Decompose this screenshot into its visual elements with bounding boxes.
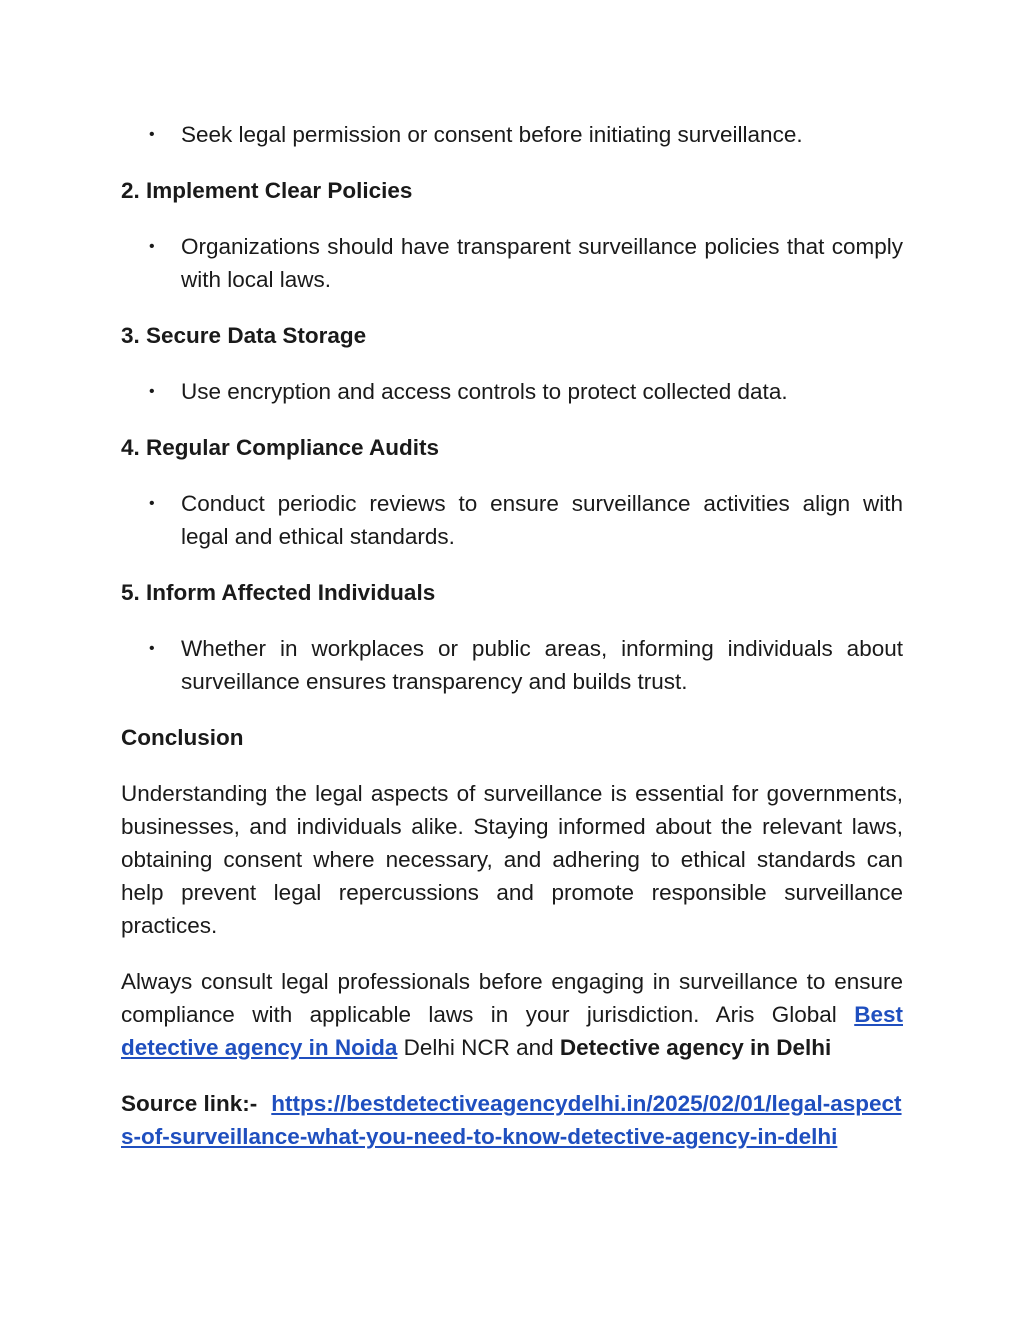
bullet-text: Conduct periodic reviews to ensure surveillance activities align with legal and ethical standards. bbox=[181, 491, 903, 549]
delhi-ncr-text: Delhi NCR and bbox=[397, 1035, 560, 1060]
section-heading: 4. Regular Compliance Audits bbox=[121, 435, 439, 460]
bullet-text: Seek legal permission or consent before initiating surveillance. bbox=[181, 122, 803, 147]
bullet-item bbox=[121, 118, 903, 151]
bullet-dot-icon: • bbox=[149, 495, 155, 512]
section-heading: 3. Secure Data Storage bbox=[121, 323, 367, 348]
bullet-item bbox=[121, 375, 903, 408]
consult-paragraph bbox=[121, 965, 903, 1064]
document-page bbox=[121, 118, 903, 1153]
source-line bbox=[121, 1087, 903, 1153]
source-link[interactable]: https://bestdetectiveagencydelhi.in/2025/02/01/legal-aspects-of-surveillance-what-you-need-to-know-detective-agency-in-delhi bbox=[121, 1091, 902, 1149]
conclusion-paragraph: Understanding the legal aspects of surveillance is essential for governments, businesses, and individuals alike. Staying informed about the relevant laws, obtaining consent where necessary, and adhering to ethical standards can help prevent legal repercussions and promote responsible surveillance practices. bbox=[121, 781, 903, 938]
bullet-item bbox=[121, 230, 903, 296]
section-heading: 2. Implement Clear Policies bbox=[121, 178, 413, 203]
bullet-item bbox=[121, 632, 903, 698]
section-heading: 5. Inform Affected Individuals bbox=[121, 580, 436, 605]
bullet-text: Whether in workplaces or public areas, informing individuals about surveillance ensures transparency and builds trust. bbox=[181, 636, 903, 694]
delhi-agency-text: Detective agency in Delhi bbox=[559, 1035, 832, 1060]
bullet-dot-icon: • bbox=[149, 383, 155, 400]
source-label: Source link:- bbox=[121, 1091, 258, 1116]
conclusion-heading: Conclusion bbox=[121, 725, 244, 750]
noida-agency-link[interactable]: Best detective agency in Noida bbox=[121, 1002, 903, 1060]
bullet-dot-icon: • bbox=[149, 126, 155, 143]
bullet-dot-icon: • bbox=[149, 640, 155, 657]
bullet-text: Organizations should have transparent surveillance policies that comply with local laws. bbox=[181, 234, 903, 292]
consult-text: Always consult legal professionals before engaging in surveillance to ensure compliance with applicable laws in your jurisdiction. Aris Global bbox=[121, 969, 903, 1027]
bullet-item bbox=[121, 487, 903, 553]
bullet-text: Use encryption and access controls to protect collected data. bbox=[181, 379, 788, 404]
bullet-dot-icon: • bbox=[149, 238, 155, 255]
